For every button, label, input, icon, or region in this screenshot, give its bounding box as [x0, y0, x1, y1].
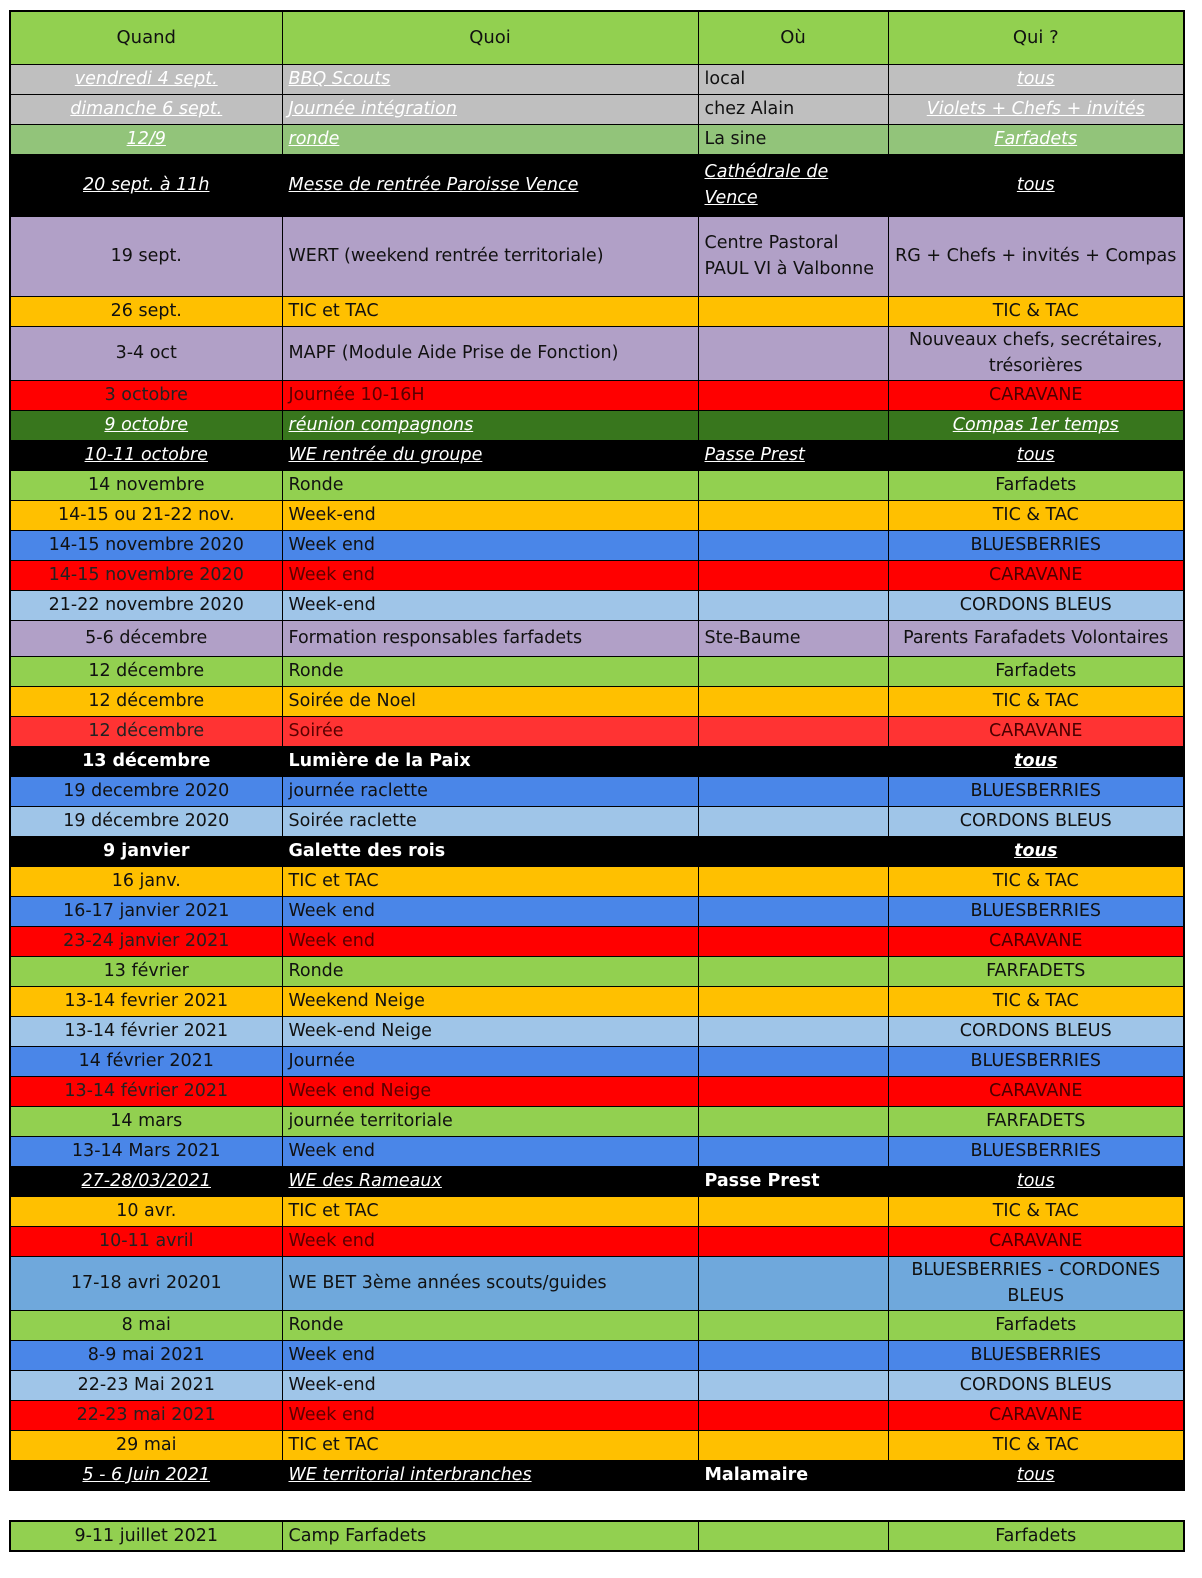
table-row	[10, 836, 1184, 866]
cell-ou	[698, 1106, 888, 1136]
cell-ou	[698, 656, 888, 686]
table-row	[10, 1521, 1184, 1551]
table-row	[10, 1310, 1184, 1340]
cell-qui: RG + Chefs + invités + Compas	[888, 216, 1184, 296]
cell-quoi: TIC et TAC	[282, 296, 698, 326]
table-row	[10, 986, 1184, 1016]
table-row	[10, 1400, 1184, 1430]
header-ou: Où	[698, 11, 888, 64]
cell-quoi: Soirée de Noel	[282, 686, 698, 716]
cell-qui: Violets + Chefs + invités	[888, 94, 1184, 124]
cell-quand: 5-6 décembre	[10, 620, 282, 656]
cell-quoi: Journée 10-16H	[282, 380, 698, 410]
cell-quoi: Week end	[282, 896, 698, 926]
cell-ou	[698, 1016, 888, 1046]
extra-body	[10, 1521, 1184, 1551]
cell-qui: Parents Farafadets Volontaires	[888, 620, 1184, 656]
cell-qui: TIC & TAC	[888, 1430, 1184, 1460]
table-row	[10, 560, 1184, 590]
cell-qui: tous	[888, 1166, 1184, 1196]
table-row	[10, 1370, 1184, 1400]
cell-ou	[698, 560, 888, 590]
cell-qui: TIC & TAC	[888, 866, 1184, 896]
cell-ou	[698, 1310, 888, 1340]
cell-qui: Nouveaux chefs, secrétaires, trésorières	[888, 326, 1184, 380]
cell-qui: CARAVANE	[888, 1076, 1184, 1106]
cell-quoi: TIC et TAC	[282, 1196, 698, 1226]
cell-quoi: MAPF (Module Aide Prise de Fonction)	[282, 326, 698, 380]
table-row	[10, 1046, 1184, 1076]
table-row	[10, 1016, 1184, 1046]
cell-qui: CARAVANE	[888, 716, 1184, 746]
cell-ou: local	[698, 64, 888, 94]
cell-quoi: Soirée	[282, 716, 698, 746]
table-row	[10, 806, 1184, 836]
cell-quand: 16 janv.	[10, 866, 282, 896]
cell-ou	[698, 380, 888, 410]
cell-ou	[698, 686, 888, 716]
cell-quoi: Journée intégration	[282, 94, 698, 124]
cell-quand: 8-9 mai 2021	[10, 1340, 282, 1370]
cell-qui: CARAVANE	[888, 380, 1184, 410]
table-row	[10, 1340, 1184, 1370]
cell-qui: FARFADETS	[888, 1106, 1184, 1136]
cell-qui: CORDONS BLEUS	[888, 590, 1184, 620]
cell-quoi: Soirée raclette	[282, 806, 698, 836]
cell-ou	[698, 1400, 888, 1430]
table-row	[10, 620, 1184, 656]
cell-qui: TIC & TAC	[888, 500, 1184, 530]
cell-quoi: Journée	[282, 1046, 698, 1076]
cell-ou	[698, 1046, 888, 1076]
cell-quand: 9 octobre	[10, 410, 282, 440]
cell-ou: chez Alain	[698, 94, 888, 124]
cell-quand: 14 février 2021	[10, 1046, 282, 1076]
cell-ou	[698, 470, 888, 500]
cell-qui: BLUESBERRIES	[888, 1046, 1184, 1076]
cell-quand: 23-24 janvier 2021	[10, 926, 282, 956]
table-row	[10, 530, 1184, 560]
cell-qui: TIC & TAC	[888, 686, 1184, 716]
cell-qui: TIC & TAC	[888, 986, 1184, 1016]
cell-quand: 22-23 Mai 2021	[10, 1370, 282, 1400]
table-row	[10, 410, 1184, 440]
table-row	[10, 296, 1184, 326]
cell-ou	[698, 1521, 888, 1551]
cell-ou	[698, 776, 888, 806]
cell-quand: 29 mai	[10, 1430, 282, 1460]
cell-ou	[698, 1370, 888, 1400]
cell-quand: 12 décembre	[10, 686, 282, 716]
header-quoi: Quoi	[282, 11, 698, 64]
cell-qui: CARAVANE	[888, 1226, 1184, 1256]
cell-qui: Farfadets	[888, 124, 1184, 154]
cell-quoi: Week end	[282, 926, 698, 956]
cell-quand: 12/9	[10, 124, 282, 154]
cell-quoi: Week-end	[282, 590, 698, 620]
cell-quoi: Week end	[282, 560, 698, 590]
header-qui: Qui ?	[888, 11, 1184, 64]
cell-qui: Farfadets	[888, 470, 1184, 500]
cell-qui: FARFADETS	[888, 956, 1184, 986]
cell-quand: 19 decembre 2020	[10, 776, 282, 806]
cell-qui: BLUESBERRIES	[888, 1340, 1184, 1370]
cell-quand: 10-11 octobre	[10, 440, 282, 470]
cell-ou	[698, 896, 888, 926]
cell-ou	[698, 1076, 888, 1106]
cell-quand: 19 décembre 2020	[10, 806, 282, 836]
cell-qui: Farfadets	[888, 656, 1184, 686]
cell-quand: 12 décembre	[10, 716, 282, 746]
cell-quoi: TIC et TAC	[282, 866, 698, 896]
cell-quand: 14 mars	[10, 1106, 282, 1136]
table-row	[10, 1166, 1184, 1196]
extra-table	[9, 1520, 1185, 1552]
cell-quand: vendredi 4 sept.	[10, 64, 282, 94]
cell-qui: CORDONS BLEUS	[888, 806, 1184, 836]
cell-qui: Farfadets	[888, 1521, 1184, 1551]
cell-ou	[698, 926, 888, 956]
cell-qui: TIC & TAC	[888, 1196, 1184, 1226]
cell-quand: 19 sept.	[10, 216, 282, 296]
cell-qui: tous	[888, 64, 1184, 94]
table-row	[10, 500, 1184, 530]
cell-quoi: WERT (weekend rentrée territoriale)	[282, 216, 698, 296]
cell-quand: 27-28/03/2021	[10, 1166, 282, 1196]
cell-quand: 8 mai	[10, 1310, 282, 1340]
cell-ou: Ste-Baume	[698, 620, 888, 656]
cell-ou	[698, 590, 888, 620]
cell-qui: BLUESBERRIES	[888, 1136, 1184, 1166]
cell-quoi: WE BET 3ème années scouts/guides	[282, 1256, 698, 1310]
table-row	[10, 590, 1184, 620]
cell-ou	[698, 836, 888, 866]
cell-qui: BLUESBERRIES	[888, 530, 1184, 560]
cell-quand: 10-11 avril	[10, 1226, 282, 1256]
table-row	[10, 440, 1184, 470]
cell-quand: dimanche 6 sept.	[10, 94, 282, 124]
table-row	[10, 896, 1184, 926]
cell-ou	[698, 530, 888, 560]
cell-quoi: Week-end Neige	[282, 1016, 698, 1046]
cell-ou	[698, 410, 888, 440]
cell-quand: 10 avr.	[10, 1196, 282, 1226]
table-row	[10, 1430, 1184, 1460]
cell-ou	[698, 716, 888, 746]
table-row	[10, 956, 1184, 986]
cell-quand: 9 janvier	[10, 836, 282, 866]
cell-quand: 5 - 6 Juin 2021	[10, 1460, 282, 1490]
cell-quoi: Week end	[282, 1136, 698, 1166]
cell-quoi: WE rentrée du groupe	[282, 440, 698, 470]
cell-quand: 12 décembre	[10, 656, 282, 686]
cell-quoi: Ronde	[282, 1310, 698, 1340]
table-row	[10, 776, 1184, 806]
cell-ou: Malamaire	[698, 1460, 888, 1490]
table-row	[10, 64, 1184, 94]
cell-qui: Compas 1er temps	[888, 410, 1184, 440]
cell-quand: 13 février	[10, 956, 282, 986]
cell-quand: 9-11 juillet 2021	[10, 1521, 282, 1551]
cell-ou	[698, 806, 888, 836]
table-row	[10, 154, 1184, 216]
cell-qui: CORDONS BLEUS	[888, 1370, 1184, 1400]
cell-ou: Passe Prest	[698, 440, 888, 470]
cell-quand: 17-18 avri 20201	[10, 1256, 282, 1310]
cell-qui: tous	[888, 440, 1184, 470]
cell-quoi: réunion compagnons	[282, 410, 698, 440]
cell-quoi: Camp Farfadets	[282, 1521, 698, 1551]
cell-quoi: TIC et TAC	[282, 1430, 698, 1460]
cell-ou	[698, 986, 888, 1016]
cell-quoi: journée raclette	[282, 776, 698, 806]
table-row	[10, 746, 1184, 776]
cell-quand: 3 octobre	[10, 380, 282, 410]
cell-quoi: Week end	[282, 1400, 698, 1430]
header-row	[10, 11, 1184, 64]
cell-ou	[698, 500, 888, 530]
cell-quand: 13-14 février 2021	[10, 1016, 282, 1046]
cell-quand: 13 décembre	[10, 746, 282, 776]
cell-qui: TIC & TAC	[888, 296, 1184, 326]
cell-qui: tous	[888, 836, 1184, 866]
cell-quoi: Galette des rois	[282, 836, 698, 866]
cell-quand: 14-15 novembre 2020	[10, 530, 282, 560]
cell-quoi: ronde	[282, 124, 698, 154]
cell-qui: tous	[888, 1460, 1184, 1490]
table-row	[10, 866, 1184, 896]
table-row	[10, 716, 1184, 746]
cell-quand: 14 novembre	[10, 470, 282, 500]
cell-quand: 3-4 oct	[10, 326, 282, 380]
cell-qui: BLUESBERRIES - CORDONES BLEUS	[888, 1256, 1184, 1310]
cell-quoi: Week end Neige	[282, 1076, 698, 1106]
cell-ou: La sine	[698, 124, 888, 154]
cell-ou	[698, 1430, 888, 1460]
cell-ou: Cathédrale de Vence	[698, 154, 888, 216]
cell-quand: 20 sept. à 11h	[10, 154, 282, 216]
cell-ou	[698, 866, 888, 896]
cell-qui: BLUESBERRIES	[888, 776, 1184, 806]
cell-quoi: Formation responsables farfadets	[282, 620, 698, 656]
cell-ou	[698, 1196, 888, 1226]
cell-quoi: Week-end	[282, 1370, 698, 1400]
cell-ou	[698, 956, 888, 986]
cell-quoi: Week-end	[282, 500, 698, 530]
cell-quoi: Lumière de la Paix	[282, 746, 698, 776]
cell-ou	[698, 1256, 888, 1310]
table-row	[10, 326, 1184, 380]
table-row	[10, 1136, 1184, 1166]
table-row	[10, 656, 1184, 686]
cell-quoi: journée territoriale	[282, 1106, 698, 1136]
cell-ou	[698, 296, 888, 326]
table-row	[10, 124, 1184, 154]
table-row	[10, 1460, 1184, 1490]
table-row	[10, 1196, 1184, 1226]
cell-ou	[698, 1340, 888, 1370]
cell-ou: Centre Pastoral PAUL VI à Valbonne	[698, 216, 888, 296]
cell-quand: 13-14 février 2021	[10, 1076, 282, 1106]
cell-qui: tous	[888, 746, 1184, 776]
cell-ou: Passe Prest	[698, 1166, 888, 1196]
table-row	[10, 380, 1184, 410]
cell-quoi: Ronde	[282, 656, 698, 686]
cell-quoi: BBQ Scouts	[282, 64, 698, 94]
cell-qui: CORDONS BLEUS	[888, 1016, 1184, 1046]
table-row	[10, 1076, 1184, 1106]
cell-quand: 21-22 novembre 2020	[10, 590, 282, 620]
cell-quand: 26 sept.	[10, 296, 282, 326]
cell-quoi: Week end	[282, 1226, 698, 1256]
cell-quand: 14-15 ou 21-22 nov.	[10, 500, 282, 530]
cell-ou	[698, 326, 888, 380]
cell-quoi: Messe de rentrée Paroisse Vence	[282, 154, 698, 216]
table-row	[10, 926, 1184, 956]
cell-quand: 13-14 Mars 2021	[10, 1136, 282, 1166]
cell-quand: 22-23 mai 2021	[10, 1400, 282, 1430]
table-row	[10, 94, 1184, 124]
schedule-body	[10, 11, 1184, 1490]
cell-qui: CARAVANE	[888, 1400, 1184, 1430]
cell-quoi: WE territorial interbranches	[282, 1460, 698, 1490]
cell-qui: CARAVANE	[888, 560, 1184, 590]
cell-qui: BLUESBERRIES	[888, 896, 1184, 926]
cell-quoi: WE des Rameaux	[282, 1166, 698, 1196]
cell-quoi: Weekend Neige	[282, 986, 698, 1016]
cell-qui: Farfadets	[888, 1310, 1184, 1340]
cell-quand: 13-14 fevrier 2021	[10, 986, 282, 1016]
cell-quoi: Week end	[282, 1340, 698, 1370]
cell-qui: CARAVANE	[888, 926, 1184, 956]
table-row	[10, 1106, 1184, 1136]
table-row	[10, 216, 1184, 296]
header-quand: Quand	[10, 11, 282, 64]
table-row	[10, 686, 1184, 716]
table-row	[10, 1256, 1184, 1310]
cell-qui: tous	[888, 154, 1184, 216]
cell-ou	[698, 1226, 888, 1256]
cell-quoi: Week end	[282, 530, 698, 560]
table-row	[10, 470, 1184, 500]
cell-quand: 14-15 novembre 2020	[10, 560, 282, 590]
cell-quand: 16-17 janvier 2021	[10, 896, 282, 926]
cell-ou	[698, 746, 888, 776]
cell-quoi: Ronde	[282, 470, 698, 500]
table-row	[10, 1226, 1184, 1256]
cell-ou	[698, 1136, 888, 1166]
schedule-table	[9, 10, 1185, 1491]
cell-quoi: Ronde	[282, 956, 698, 986]
